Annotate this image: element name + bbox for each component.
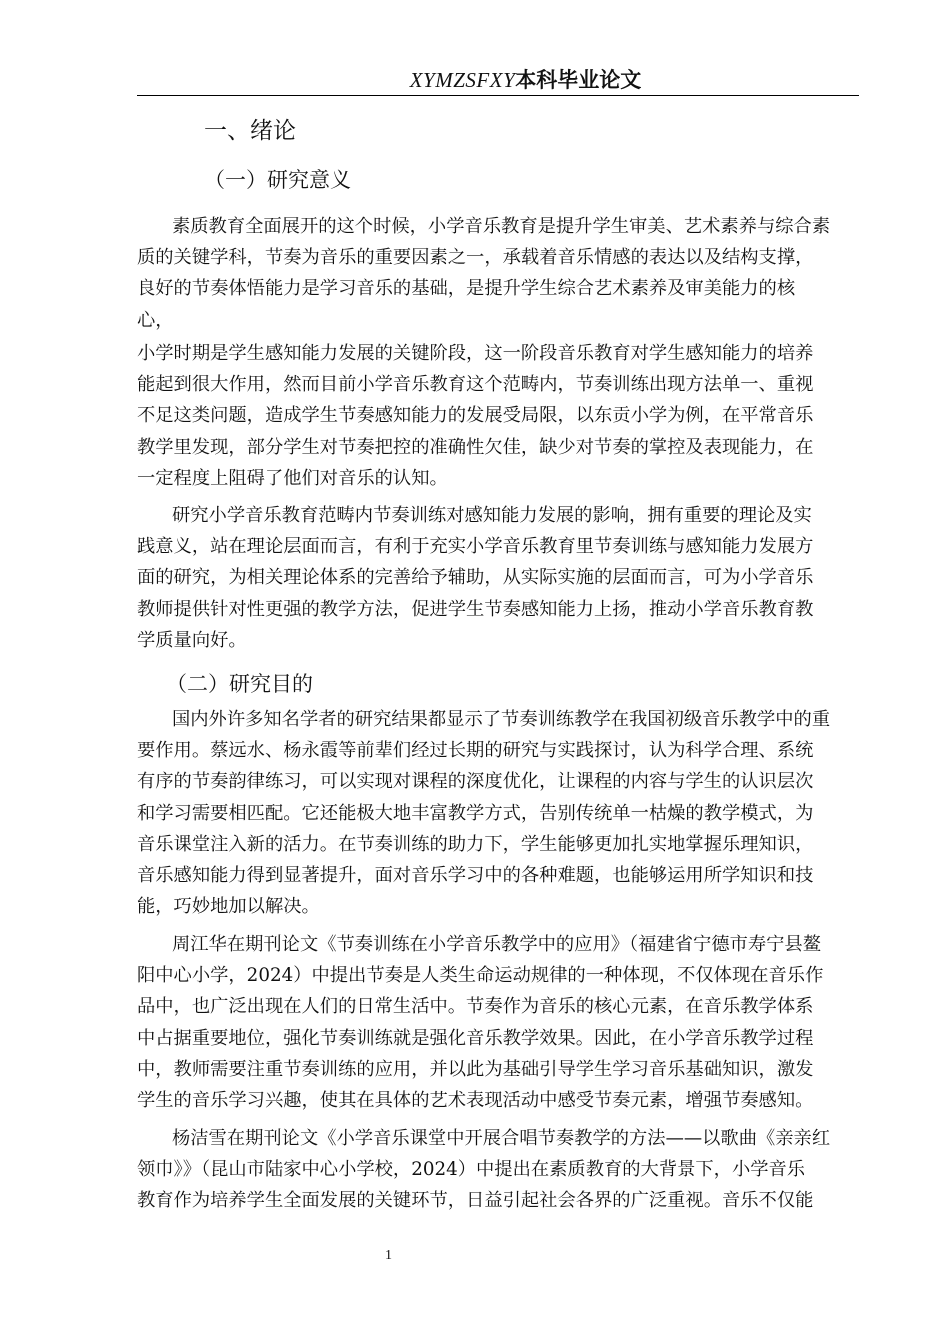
paragraph-line: 品中，也广泛出现在人们的日常生活中。节奏作为音乐的核心元素，在音乐教学体系 [137, 996, 814, 1017]
paragraph-line: 教师提供针对性更强的教学方法，促进学生节奏感知能力上扬，推动小学音乐教育教 [137, 599, 814, 620]
paragraph-line: 研究小学音乐教育范畴内节奏训练对感知能力发展的影响，拥有重要的理论及实 [172, 505, 812, 526]
paragraph-line: 面的研究，为相关理论体系的完善给予辅助，从实际实施的层面而言，可为小学音乐 [137, 567, 814, 588]
chapter-heading: 一、绪论 [204, 118, 296, 144]
section-heading-1: （一）研究意义 [204, 168, 351, 192]
running-header [137, 66, 858, 94]
paragraph-line: 学质量向好。 [137, 630, 247, 651]
paragraph-line: 能，巧妙地加以解决。 [137, 896, 320, 917]
paragraph-line: 一定程度上阻碍了他们对音乐的认知。 [137, 468, 448, 489]
header-latin: XYMZSFXY [409, 68, 516, 92]
paragraph-line: 中占据重要地位，强化节奏训练就是强化音乐教学效果。因此，在小学音乐教学过程 [137, 1028, 814, 1049]
paragraph-line: 国内外许多知名学者的研究结果都显示了节奏训练教学在我国初级音乐教学中的重 [172, 709, 831, 730]
section-heading-2: （二）研究目的 [166, 672, 313, 696]
paragraph-line: 素质教育全面展开的这个时候，小学音乐教育是提升学生审美、艺术素养与综合素 [172, 216, 831, 237]
paragraph-line: 能起到很大作用，然而目前小学音乐教育这个范畴内，节奏训练出现方法单一、重视 [137, 374, 814, 395]
paragraph-line: 良好的节奏体悟能力是学习音乐的基础，是提升学生综合艺术素养及审美能力的核 [137, 278, 796, 299]
paragraph-line: 中，教师需要注重节奏训练的应用，并以此为基础引导学生学习音乐基础知识，激发 [137, 1059, 814, 1080]
paragraph-line: 和学习需要相匹配。它还能极大地丰富教学方式，告别传统单一枯燥的教学模式，为 [137, 803, 814, 824]
page-number: 1 [385, 1248, 392, 1263]
paragraph-line: 杨洁雪在期刊论文《小学音乐课堂中开展合唱节奏教学的方法——以歌曲《亲亲红 [172, 1128, 831, 1149]
paragraph-line: 要作用。蔡远水、杨永霞等前辈们经过长期的研究与实践探讨，认为科学合理、系统 [137, 740, 814, 761]
header-chinese: 本科毕业论文 [515, 68, 642, 92]
header-rule [137, 95, 859, 96]
paragraph-line: 音乐课堂注入新的活力。在节奏训练的助力下，学生能够更加扎实地掌握乐理知识， [137, 834, 814, 855]
paragraph-line: 音乐感知能力得到显著提升，面对音乐学习中的各种难题，也能够运用所学知识和技 [137, 865, 814, 886]
paragraph-line: 有序的节奏韵律练习，可以实现对课程的深度优化，让课程的内容与学生的认识层次 [137, 771, 814, 792]
paragraph-line: 质的关键学科，节奏为音乐的重要因素之一，承载着音乐情感的表达以及结构支撑， [137, 247, 814, 268]
paragraph-line: 周江华在期刊论文《节奏训练在小学音乐教学中的应用》（福建省宁德市寿宁县鳌 [172, 934, 821, 955]
paragraph-line: 学生的音乐学习兴趣，使其在具体的艺术表现活动中感受节奏元素，增强节奏感知。 [137, 1090, 814, 1111]
paragraph-line: 教学里发现，部分学生对节奏把控的准确性欠佳，缺少对节奏的掌控及表现能力，在 [137, 437, 814, 458]
paragraph-line: 领巾》》（昆山市陆家中心小学校，2024）中提出在素质教育的大背景下，小学音乐 [137, 1159, 806, 1180]
paragraph-line: 小学时期是学生感知能力发展的关键阶段，这一阶段音乐教育对学生感知能力的培养 [137, 343, 814, 364]
paragraph-line: 教育作为培养学生全面发展的关键环节，日益引起社会各界的广泛重视。音乐不仅能 [137, 1190, 814, 1211]
paragraph-line: 阳中心小学，2024）中提出节奏是人类生命运动规律的一种体现，不仅体现在音乐作 [137, 965, 824, 986]
paragraph-line: 践意义，站在理论层面而言，有利于充实小学音乐教育里节奏训练与感知能力发展方 [137, 536, 814, 557]
paragraph-line: 心， [137, 310, 174, 331]
paragraph-line: 不足这类问题，造成学生节奏感知能力的发展受局限，以东贡小学为例，在平常音乐 [137, 405, 814, 426]
